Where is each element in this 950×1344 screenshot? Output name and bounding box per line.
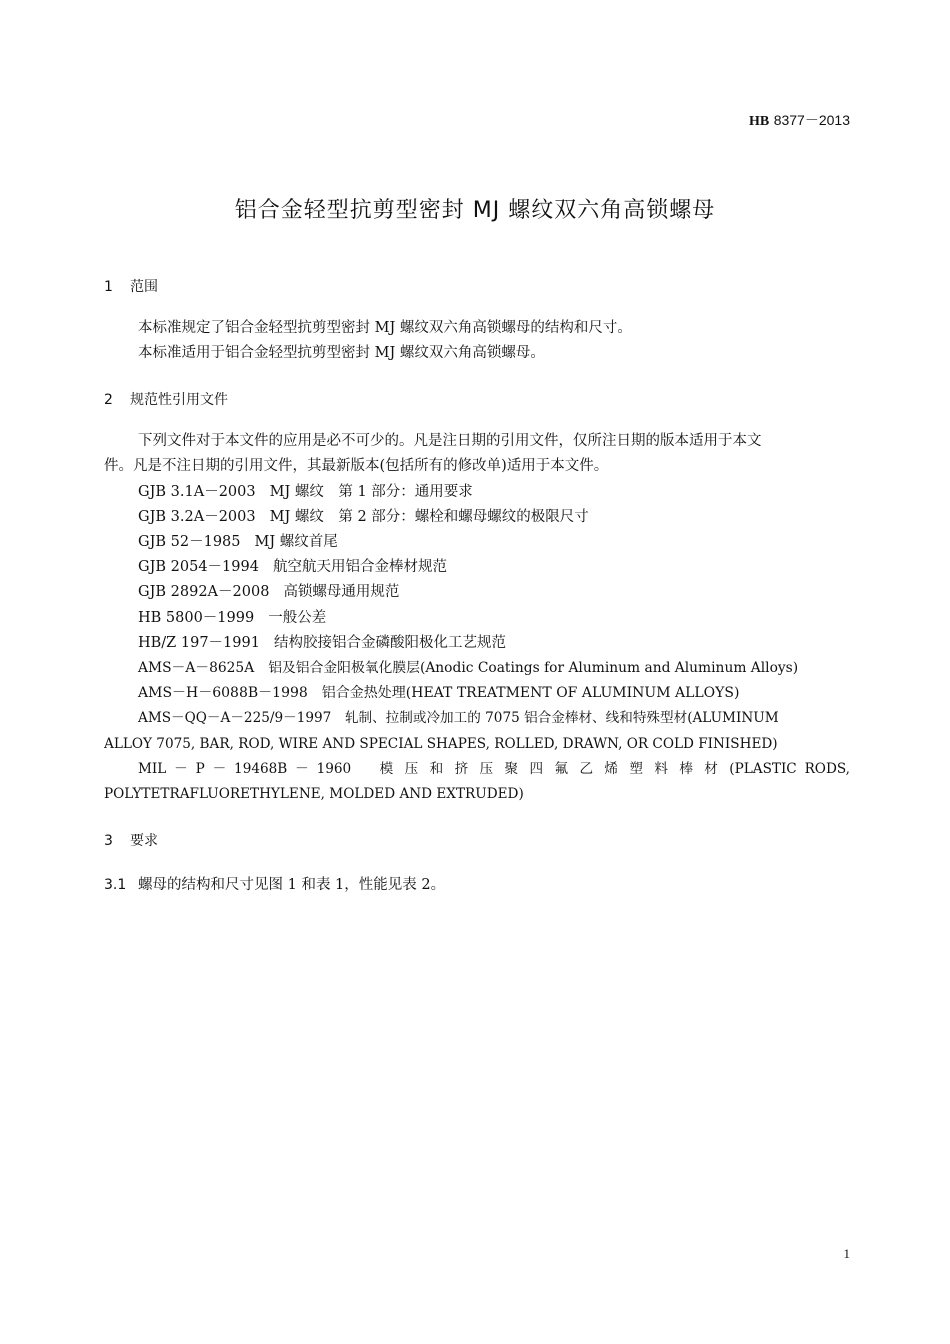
- reference-item: [138, 683, 739, 703]
- section-title: 要求: [130, 833, 158, 849]
- standard-code: [749, 110, 850, 130]
- reference-title: 一般公差: [268, 610, 327, 626]
- reference-code: HB/Z 197－1991: [138, 635, 260, 651]
- reference-title: MJ 螺纹 第 2 部分：螺栓和螺母螺纹的极限尺寸: [269, 509, 589, 525]
- clause-text: 螺母的结构和尺寸见图 1 和表 1，性能见表 2。: [138, 877, 446, 893]
- references-intro-line-2: 件。凡是不注日期的引用文件，其最新版本(包括所有的修改单)适用于本文件。: [104, 458, 609, 474]
- section-title: 规范性引用文件: [130, 392, 228, 408]
- scope-paragraph-1: 本标准规定了铝合金轻型抗剪型密封 MJ 螺纹双六角高锁螺母的结构和尺寸。: [138, 320, 632, 336]
- reference-item-11-line-1: MIL － P － 19468B － 1960 模 压 和 挤 压 聚 四 氟 乙 烯 塑 料 棒 材 (PLASTIC RODS,: [138, 761, 850, 777]
- section-2-heading: [104, 389, 228, 409]
- page-number: 1: [843, 1246, 850, 1261]
- clause-number: 3.1: [104, 877, 127, 893]
- reference-code: AMS－H－6088B－1998: [138, 685, 308, 701]
- section-title: 范围: [130, 279, 158, 295]
- reference-title: 航空航天用铝合金棒材规范: [272, 559, 447, 575]
- reference-code: GJB 2054－1994: [138, 559, 259, 575]
- reference-item: [138, 557, 447, 577]
- reference-item: [138, 633, 506, 653]
- reference-item: [138, 582, 399, 602]
- reference-code: GJB 3.1A－2003: [138, 484, 256, 500]
- reference-title: 高锁螺母通用规范: [283, 584, 400, 600]
- reference-item: [138, 507, 589, 527]
- reference-title: 铝及铝合金阳极氧化膜层(Anodic Coatings for Aluminum and Aluminum Alloys): [268, 660, 799, 676]
- reference-code: AMS－A－8625A: [138, 660, 255, 676]
- reference-item: [138, 658, 798, 678]
- reference-item-10-line-1: AMS－QQ－A－225/9－1997 轧制、拉制或冷加工的 7075 铝合金棒材、线和特殊型材(ALUMINUM: [138, 710, 779, 726]
- reference-item: [138, 608, 326, 628]
- reference-code: GJB 52－1985: [138, 534, 241, 550]
- reference-item-11-line-2: POLYTETRAFLUORETHYLENE, MOLDED AND EXTRUDED): [104, 786, 524, 802]
- section-number: 1: [104, 279, 113, 295]
- reference-title: MJ 螺纹首尾: [254, 534, 338, 550]
- reference-title: 结构胶接铝合金磷酸阳极化工艺规范: [273, 635, 506, 651]
- reference-item: [138, 532, 338, 552]
- reference-title: MJ 螺纹 第 1 部分：通用要求: [269, 484, 473, 500]
- section-1-heading: [104, 276, 158, 296]
- reference-code: GJB 2892A－2008: [138, 584, 270, 600]
- section-number: 2: [104, 392, 113, 408]
- reference-item: [138, 482, 473, 502]
- reference-item-10-line-2: ALLOY 7075, BAR, ROD, WIRE AND SPECIAL SHAPES, ROLLED, DRAWN, OR COLD FINISHED): [104, 736, 778, 752]
- standard-code-prefix: HB: [749, 114, 770, 129]
- references-intro-line-1: 下列文件对于本文件的应用是必不可少的。凡是注日期的引用文件，仅所注日期的版本适用于本文: [138, 433, 762, 449]
- standard-code-number: 8377－2013: [773, 112, 850, 128]
- reference-code: HB 5800－1999: [138, 610, 255, 626]
- section-3-heading: [104, 830, 158, 850]
- reference-title: 铝合金热处理(HEAT TREATMENT OF ALUMINUM ALLOYS): [321, 685, 740, 701]
- reference-code: GJB 3.2A－2003: [138, 509, 256, 525]
- document-title: 铝合金轻型抗剪型密封 MJ 螺纹双六角高锁螺母: [234, 198, 716, 223]
- scope-paragraph-2: 本标准适用于铝合金轻型抗剪型密封 MJ 螺纹双六角高锁螺母。: [138, 345, 545, 361]
- section-number: 3: [104, 833, 113, 849]
- clause-3-1: [104, 875, 445, 895]
